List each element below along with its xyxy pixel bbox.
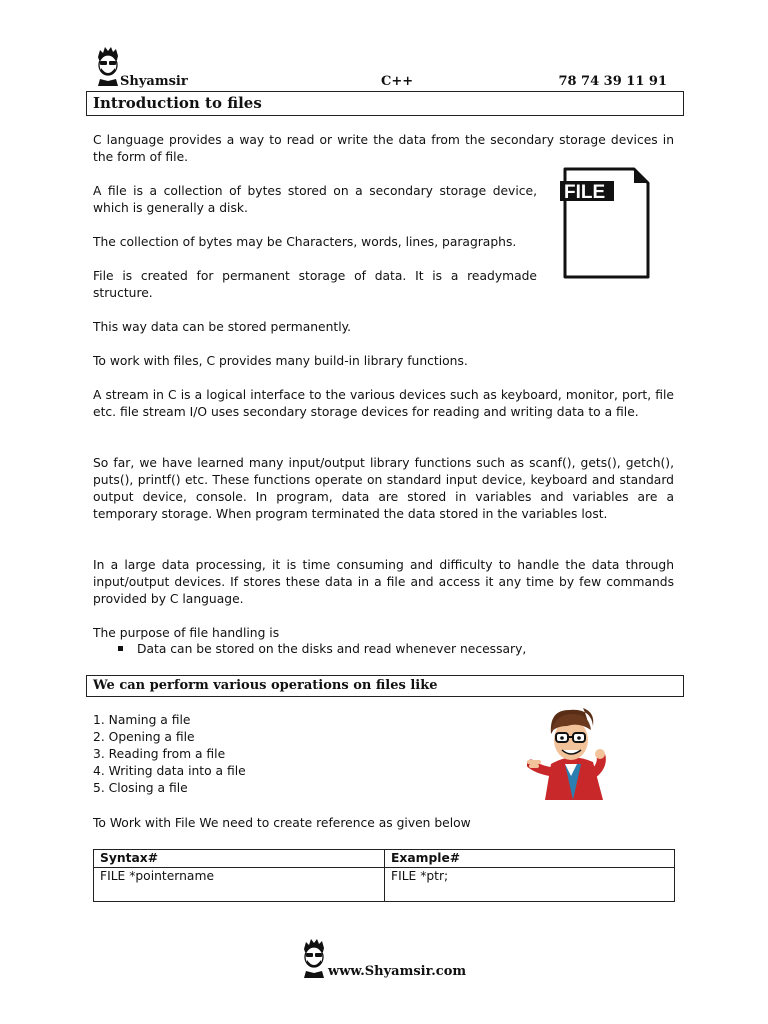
- paragraph: The collection of bytes may be Characters, words, lines, paragraphs.: [93, 235, 517, 249]
- table-row: [94, 868, 675, 902]
- subject-label: C++: [381, 74, 414, 89]
- presenter-cartoon-icon: [527, 704, 615, 800]
- section-title-operations: We can perform various operations on files like: [86, 675, 684, 697]
- author-name: Shyamsir: [120, 74, 188, 89]
- paragraph: A file is a collection of bytes stored on a secondary storage device, which is generally a disk.: [93, 184, 537, 215]
- operations-list: [93, 712, 246, 797]
- phone-number: 78 74 39 11 91: [558, 74, 667, 89]
- page-header: [93, 74, 675, 90]
- paragraph: This way data can be stored permanently.: [93, 320, 352, 334]
- list-item: 3. Reading from a file: [93, 747, 226, 761]
- paragraph: So far, we have learned many input/output library functions such as scanf(), gets(), getch(), puts(), printf() etc. These functions operate on standard input device, keyboard and standard output device, console. In program, data are stored in variables and variables are a temporary storage. When program terminated the data stored in the variables lost.: [93, 456, 674, 521]
- paragraph: In a large data processing, it is time consuming and difficulty to handle the data through input/output devices. If stores these data in a file and access it any time by few commands provided by C language.: [93, 558, 674, 606]
- reference-note: To Work with File We need to create reference as given below: [93, 816, 471, 830]
- bullet-square-icon: [118, 646, 123, 651]
- table-header-row: [94, 850, 675, 868]
- column-header-syntax: Syntax#: [94, 850, 385, 868]
- shyamsir-logo-icon: [301, 938, 327, 978]
- bullet-text: Data can be stored on the disks and read whenever necessary,: [137, 642, 527, 656]
- paragraph: C language provides a way to read or write the data from the secondary storage devices in the form of file.: [93, 133, 674, 164]
- footer-website-link[interactable]: www.Shyamsir.com: [328, 964, 467, 979]
- paragraph: File is created for permanent storage of data. It is a readymade structure.: [93, 269, 537, 300]
- list-item: [118, 641, 526, 658]
- file-document-icon: [558, 165, 652, 281]
- list-item: 4. Writing data into a file: [93, 764, 246, 778]
- list-item: 2. Opening a file: [93, 730, 195, 744]
- column-header-example: Example#: [385, 850, 675, 868]
- table-cell: FILE *ptr;: [385, 868, 675, 902]
- paragraph: To work with files, C provides many build-in library functions.: [93, 354, 468, 368]
- list-item: 5. Closing a file: [93, 781, 188, 795]
- syntax-table: [93, 849, 675, 902]
- section-title-introduction: Introduction to files: [86, 91, 684, 116]
- file-icon-label: FILE: [564, 182, 606, 203]
- table-cell: FILE *pointername: [94, 868, 385, 902]
- paragraph: A stream in C is a logical interface to the various devices such as keyboard, monitor, port, file etc. file stream I/O uses secondary storage devices for reading and writing data to a file.: [93, 388, 674, 419]
- paragraph: The purpose of file handling is: [93, 626, 280, 640]
- list-item: 1. Naming a file: [93, 713, 191, 727]
